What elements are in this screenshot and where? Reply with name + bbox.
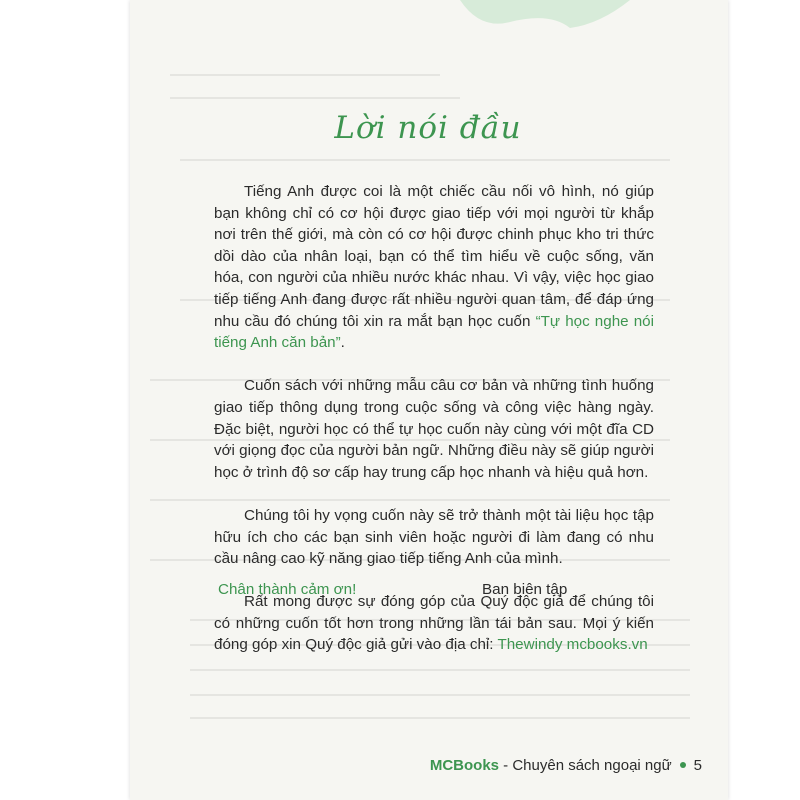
leaf-decoration [460,0,630,28]
page-title: Lời nói đầu [334,110,522,146]
page-footer [430,757,702,774]
editor-text: Ban biên tập [482,581,568,598]
contact-address: Thewindy mcbooks.vn [497,636,648,654]
page-number: 5 [693,757,702,774]
paragraph-2: Cuốn sách với những mẫu câu cơ bản và những tình huống giao tiếp thông dụng trong cuộc sống và công việc hàng ngày. Đặc biệt, người học có thể tự học cuốn này cùng với một đĩa CD với giọng đọc của người bản ngữ. Những điều này sẽ giúp người học ở trình độ sơ cấp hay trung cấp học nhanh và hiệu quả hơn. [214,377,654,481]
book-title: “Tự học nghe nói tiếng Anh căn bản” [214,312,654,352]
paragraph-1-end: . [340,334,345,352]
thanks-text: Chân thành cảm ơn! [218,581,357,598]
footer-tagline: - Chuyên sách ngoại ngữ [499,757,672,774]
paragraph-3: Chúng tôi hy vọng cuốn này sẽ trở thành một tài liệu học tập hữu ích cho các bạn sinh viên hoặc người đi làm đang có nhu cầu nâng cao kỹ năng giao tiếp tiếng Anh của mình. [214,506,654,568]
preface-body [214,181,654,678]
paragraph-1-text: Tiếng Anh được coi là một chiếc cầu nối vô hình, nó giúp bạn không chỉ có cơ hội được giao tiếp với mọi người từ khắp nơi trên thế giới, mà còn có cơ hội được chinh phục kho tri thức dồi dào của nhân loại, bạn có thể tìm hiểu về cuộc sống, văn hóa, con người của nhiều nước khác nhau. Vì vậy, việc học giao tiếp tiếng Anh đang được rất nhiều người quan tâm, để đáp ứng nhu cầu đó chúng tôi xin ra mắt bạn học cuốn [214,183,654,330]
paragraph-1 [214,181,654,354]
book-page [130,0,728,800]
paragraph-4 [214,591,654,656]
footer-brand: MCBooks [429,757,499,774]
bullet-icon [680,762,686,768]
paragraph-4-text: Rất mong được sự đóng góp của Quý độc giả để chúng tôi có những cuốn tốt hơn trong những lần tái bản sau. Mọi ý kiến đóng góp xin Quý độc giả gửi vào địa chỉ: [214,593,654,654]
